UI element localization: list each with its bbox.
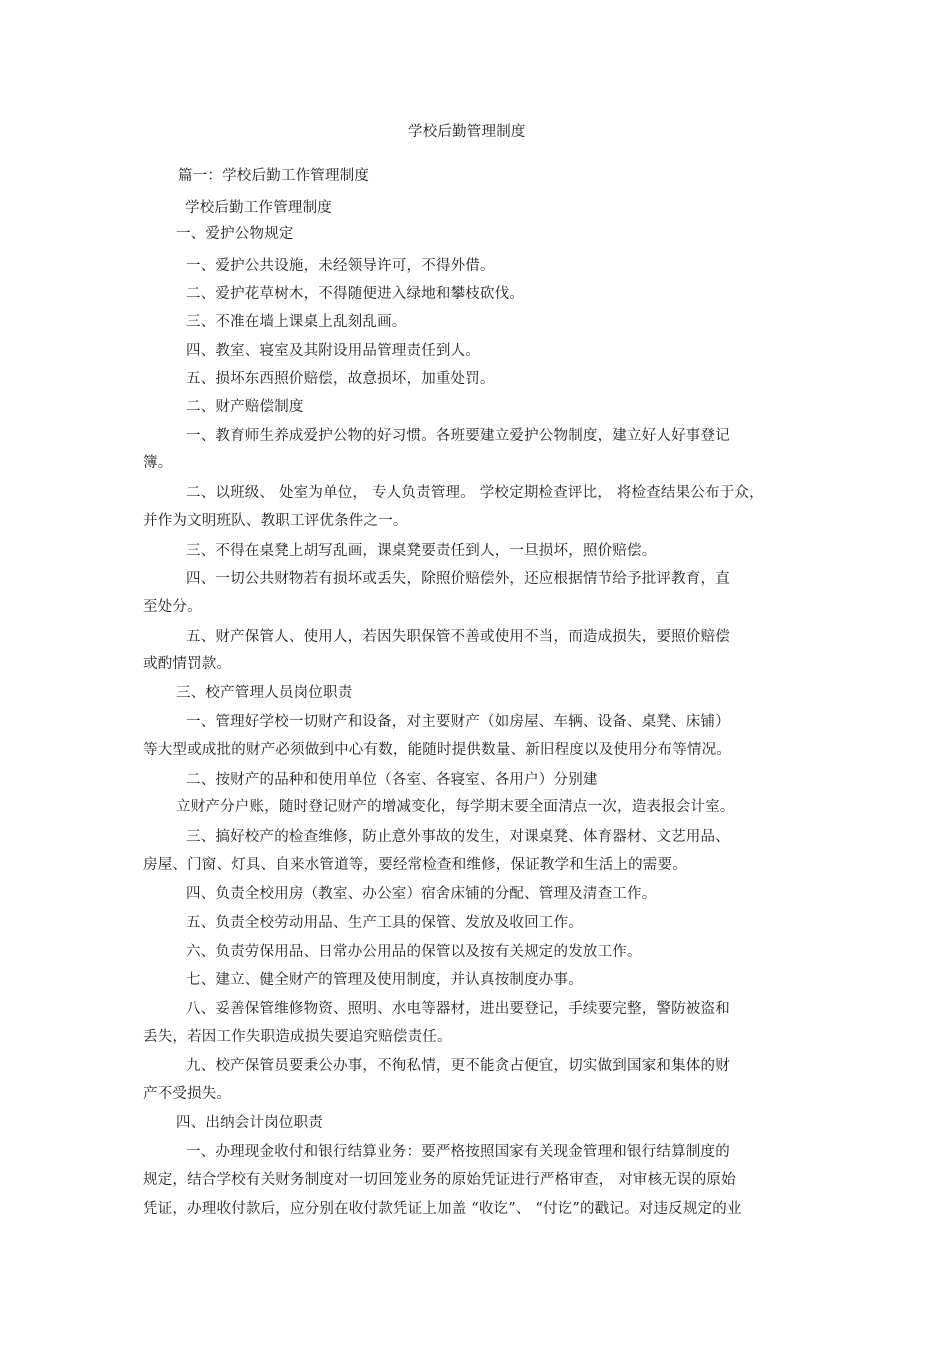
paragraph-line: 二、以班级、 处室为单位， 专人负责管理。 学校定期检查评比， 将检查结果公布于众， [186,485,764,501]
section-heading: 一、爱护公物规定 [176,226,294,242]
paragraph-line: 一、爱护公共设施，未经领导许可，不得外借。 [186,258,495,274]
section-heading: 篇一：学校后勤工作管理制度 [178,168,370,184]
paragraph-line: 三、不得在桌凳上胡写乱画，课桌凳要责任到人，一旦损坏，照价赔偿。 [186,543,657,559]
paragraph-line: 五、负责全校劳动用品、生产工具的保管、发放及收回工作。 [186,915,583,931]
paragraph-line: 至处分。 [143,599,202,615]
paragraph-line: 四、负责全校用房（教室、办公室）宿舍床铺的分配、管理及清查工作。 [186,886,657,902]
paragraph-line: 一、教育师生养成爱护公物的好习惯。各班要建立爱护公物制度，建立好人好事登记 [186,428,730,444]
paragraph-line: 并作为文明班队、教职工评优条件之一。 [143,513,408,529]
paragraph-line: 簿。 [143,455,173,471]
paragraph-line: 一、管理好学校一切财产和设备，对主要财产（如房屋、车辆、设备、桌凳、床铺） [186,714,730,730]
paragraph-line: 立财产分户账，随时登记财产的增减变化，每学期末要全面清点一次，造表报会计室。 [176,799,735,815]
paragraph-line: 二、按财产的品种和使用单位（各室、各寝室、各用户）分别建 [186,772,598,788]
paragraph-line: 一、办理现金收付和银行结算业务：要严格按照国家有关现金管理和银行结算制度的 [186,1144,730,1160]
section-heading: 四、出纳会计岗位职责 [176,1115,323,1131]
paragraph-line: 丢失，若因工作失职造成损失要追究赔偿责任。 [143,1029,452,1045]
paragraph-line: 八、妥善保管维修物资、照明、水电等器材，进出要登记，手续要完整，警防被盗和 [186,1001,730,1017]
document-title: 学校后勤管理制度 [408,124,526,140]
paragraph-line: 七、建立、健全财产的管理及使用制度，并认真按制度办事。 [186,972,583,988]
paragraph-line: 等大型或成批的财产必须做到中心有数，能随时提供数量、新旧程度以及使用分布等情况。 [143,742,731,758]
paragraph-line: 四、教室、寝室及其附设用品管理责任到人。 [186,343,480,359]
paragraph-line: 六、负责劳保用品、日常办公用品的保管以及按有关规定的发放工作。 [186,944,642,960]
paragraph-line: 三、不准在墙上课桌上乱刻乱画。 [186,314,407,330]
subtitle: 学校后勤工作管理制度 [185,200,332,216]
paragraph-line: 或酌情罚款。 [143,656,232,672]
paragraph-line: 二、爱护花草树木，不得随便进入绿地和攀枝砍伐。 [186,286,525,302]
section-heading: 二、财产赔偿制度 [186,399,304,415]
paragraph-line: 五、损坏东西照价赔偿，故意损坏，加重处罚。 [186,371,495,387]
paragraph-line: 规定，结合学校有关财务制度对一切回笼业务的原始凭证进行严格审查， 对审核无误的原始 [143,1172,736,1188]
paragraph-line: 三、搞好校产的检查维修，防止意外事故的发生，对课桌凳、体育器材、文艺用品、 [186,829,730,845]
paragraph-line: 产不受损失。 [143,1086,232,1102]
paragraph-line: 五、财产保管人、使用人，若因失职保管不善或使用不当，而造成损失，要照价赔偿 [186,629,730,645]
paragraph-line: 房屋、门窗、灯具、自来水管道等，要经常检查和维修，保证教学和生活上的需要。 [143,857,687,873]
paragraph-line: 四、一切公共财物若有损坏或丢失，除照价赔偿外，还应根据情节给予批评教育，直 [186,571,730,587]
section-heading: 三、校产管理人员岗位职责 [176,685,353,701]
paragraph-line: 九、校产保管员要秉公办事，不徇私情，更不能贪占便宜，切实做到国家和集体的财 [186,1058,730,1074]
paragraph-line: 凭证，办理收付款后，应分别在收付款凭证上加盖 “收讫”、 “付讫”的戳记。对违反规定的业 [143,1201,742,1217]
